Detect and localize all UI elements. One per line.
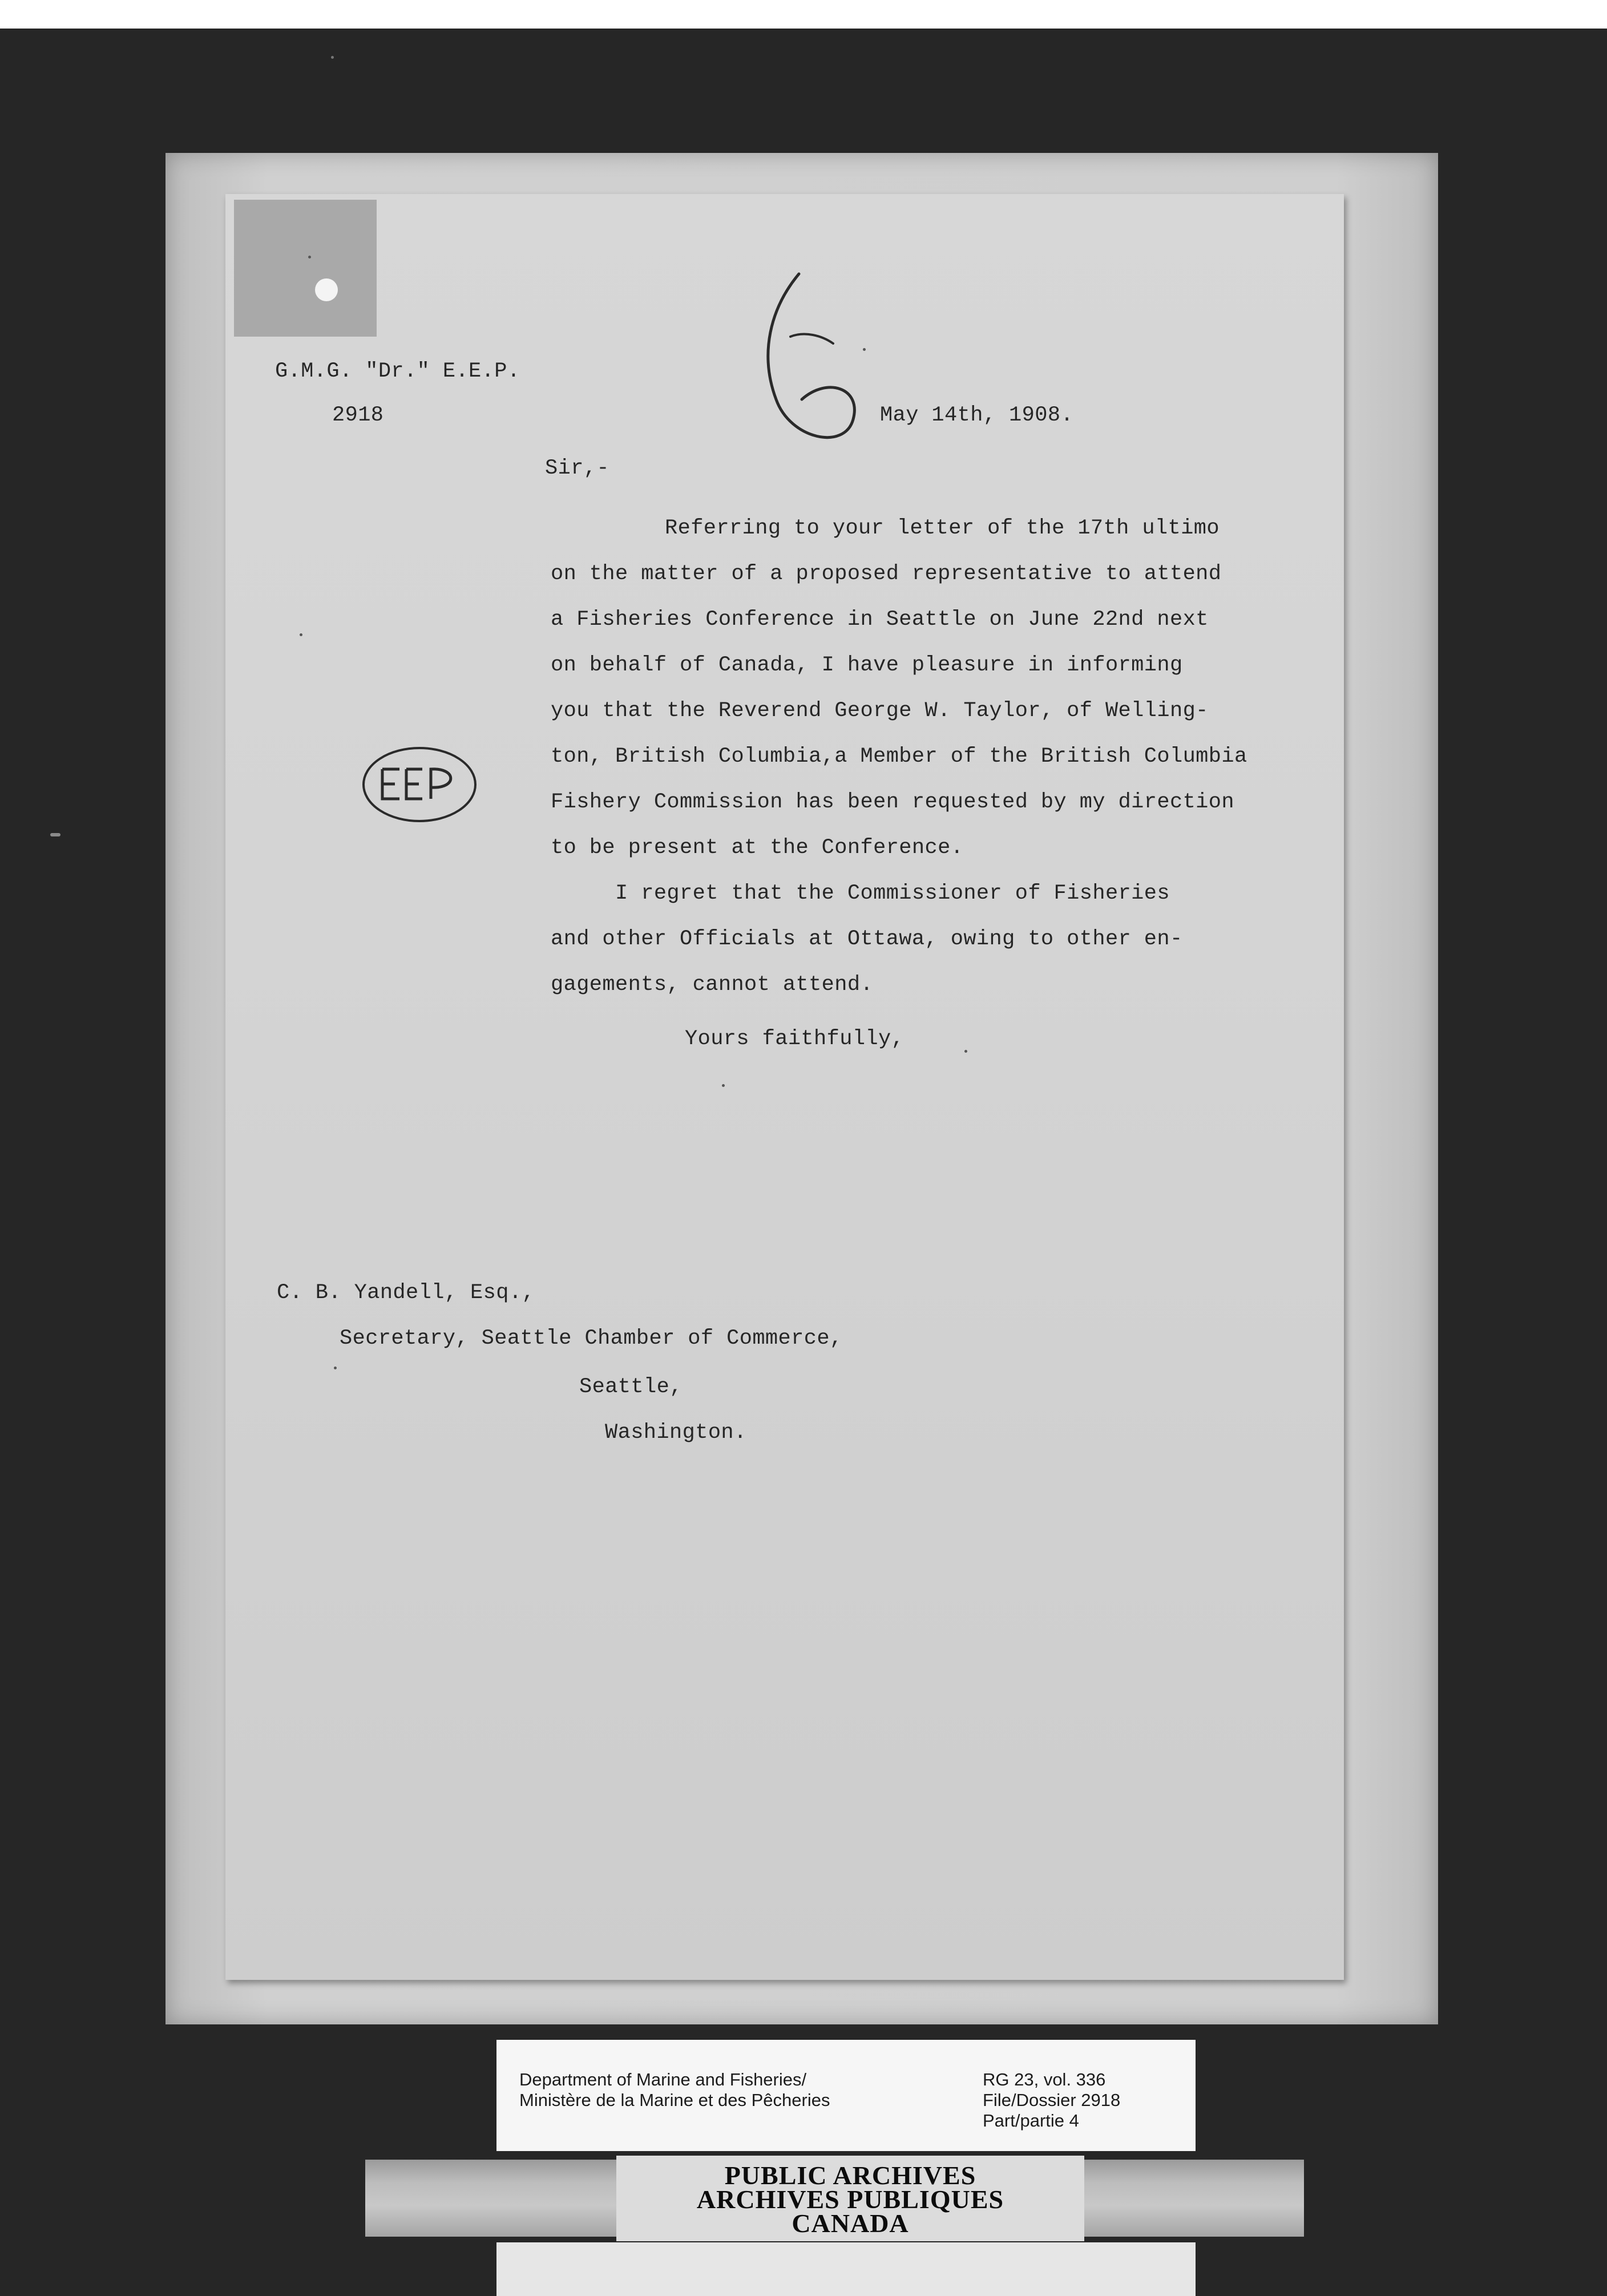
archives-line-country: CANADA bbox=[792, 2209, 909, 2238]
addressee-title: Secretary, Seattle Chamber of Commerce, bbox=[340, 1327, 843, 1351]
body-line: and other Officials at Ottawa, owing to other en- bbox=[551, 927, 1183, 951]
department-english: Department of Marine and Fisheries/ bbox=[519, 2069, 807, 2089]
reference-initials: G.M.G. "Dr." E.E.P. bbox=[275, 359, 520, 383]
letter-date: May 14th, 1908. bbox=[880, 403, 1074, 427]
archives-line-en: PUBLIC ARCHIVES bbox=[724, 2161, 976, 2190]
dust-speck bbox=[331, 56, 334, 59]
dust-speck bbox=[50, 833, 60, 836]
handwritten-six-mark bbox=[759, 268, 867, 474]
department-french: Ministère de la Marine et des Pêcheries bbox=[519, 2090, 830, 2110]
body-line: ton, British Columbia,a Member of the British Columbia bbox=[551, 745, 1247, 769]
record-group: RG 23, vol. 336 bbox=[983, 2069, 1106, 2089]
body-line: Fishery Commission has been requested by my direction bbox=[551, 790, 1234, 814]
punch-hole bbox=[315, 278, 338, 301]
circled-initials-stamp bbox=[360, 742, 479, 827]
addressee-name: C. B. Yandell, Esq., bbox=[277, 1281, 535, 1305]
body-line: gagements, cannot attend. bbox=[551, 973, 874, 997]
dust-speck bbox=[300, 633, 302, 636]
dust-speck bbox=[964, 1050, 967, 1053]
dust-speck bbox=[334, 1367, 337, 1369]
dust-speck bbox=[308, 256, 311, 258]
body-line: on behalf of Canada, I have pleasure in informing bbox=[551, 653, 1183, 677]
addressee-state: Washington. bbox=[605, 1421, 747, 1445]
file-dossier: File/Dossier 2918 bbox=[983, 2090, 1121, 2110]
closing: Yours faithfully, bbox=[685, 1027, 905, 1051]
body-line: to be present at the Conference. bbox=[551, 836, 964, 860]
archives-line-fr: ARCHIVES PUBLIQUES bbox=[696, 2185, 1004, 2214]
body-line: I regret that the Commissioner of Fisheries bbox=[551, 882, 1170, 906]
salutation: Sir,- bbox=[545, 456, 610, 480]
dust-speck bbox=[722, 1084, 725, 1087]
file-number: 2918 bbox=[332, 403, 384, 427]
part-partie: Part/partie 4 bbox=[983, 2111, 1079, 2131]
corner-tab bbox=[234, 200, 377, 337]
body-line: a Fisheries Conference in Seattle on June 22nd next bbox=[551, 608, 1209, 632]
bottom-strip bbox=[496, 2242, 1196, 2296]
body-line: Referring to your letter of the 17th ultimo bbox=[665, 516, 1220, 540]
addressee-city: Seattle, bbox=[579, 1375, 683, 1399]
body-line: on the matter of a proposed representative to attend bbox=[551, 562, 1222, 586]
body-line: you that the Reverend George W. Taylor, of Welling- bbox=[551, 699, 1209, 723]
